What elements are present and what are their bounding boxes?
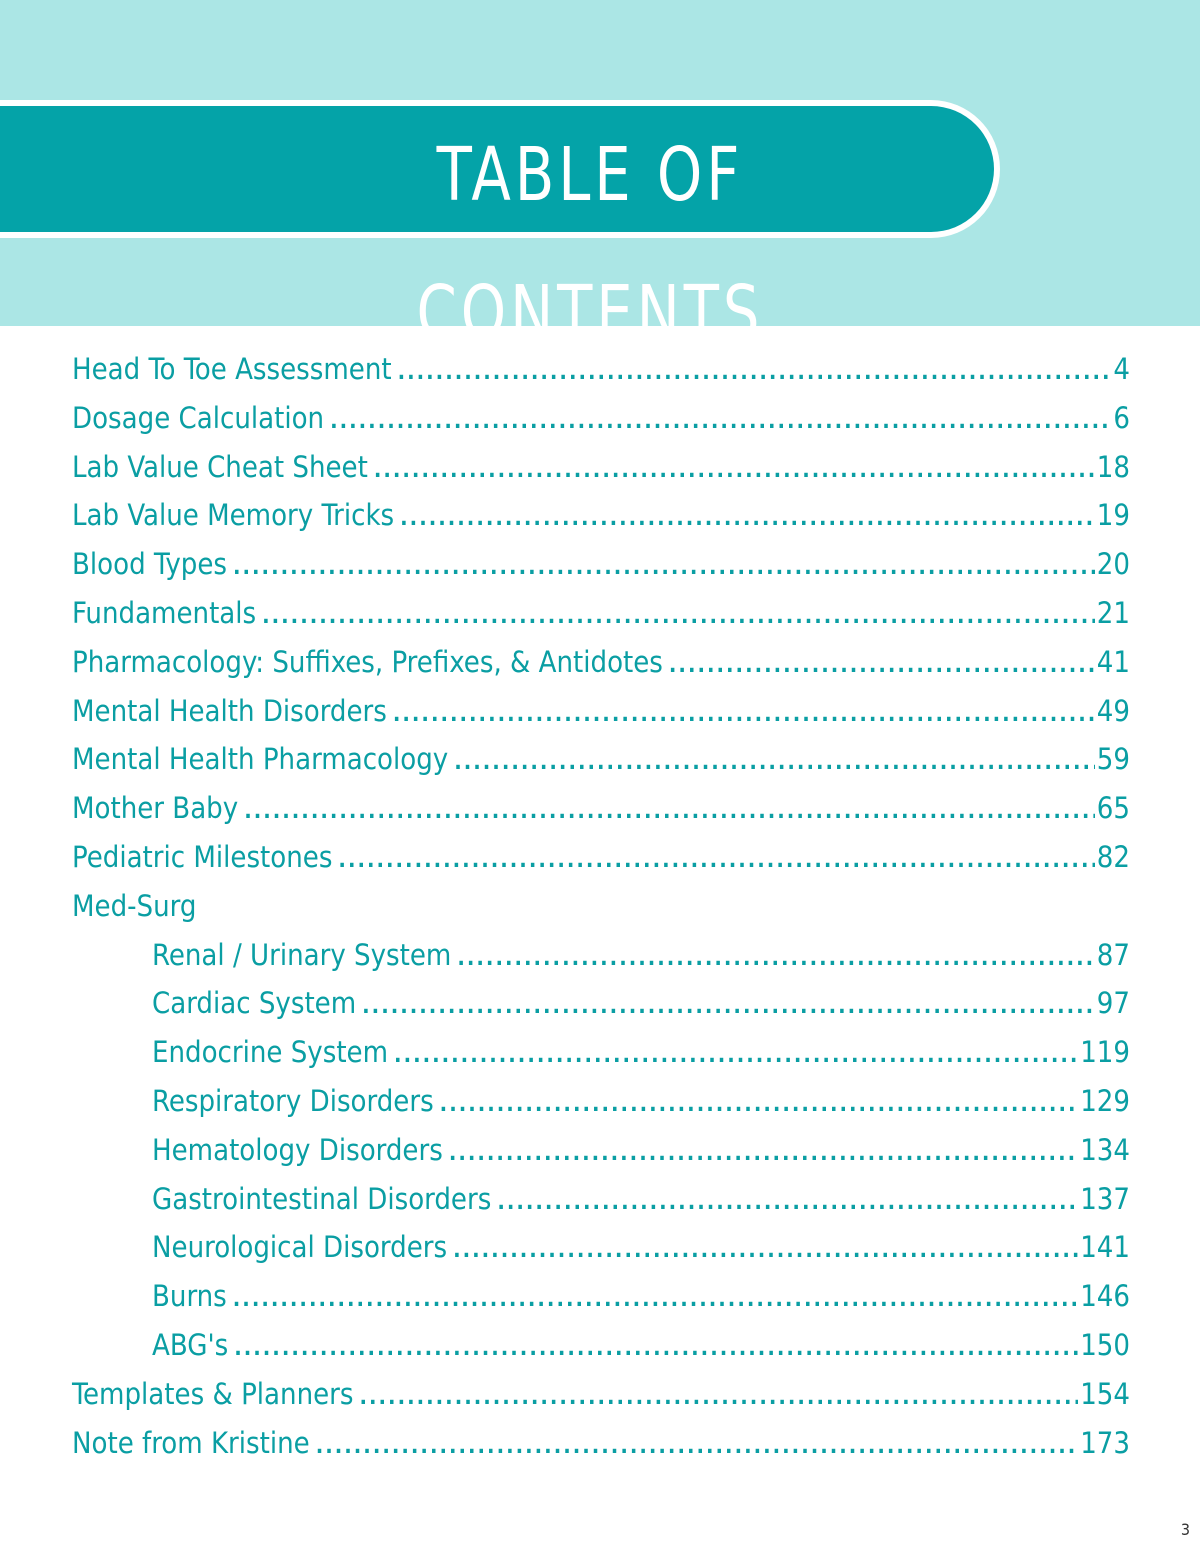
toc-entry[interactable] xyxy=(72,687,1130,736)
toc-entry-page: 49 xyxy=(1096,693,1130,728)
title-banner xyxy=(0,100,1000,356)
toc-entry-label: Pharmacology: Suffixes, Prefixes, & Antidotes xyxy=(72,644,663,679)
table-of-contents xyxy=(72,345,1130,1467)
toc-entry[interactable] xyxy=(72,589,1130,638)
toc-subentry[interactable] xyxy=(72,979,1130,1028)
toc-entry-label: Cardiac System xyxy=(152,986,357,1021)
toc-entry-page: 6 xyxy=(1113,400,1130,435)
toc-entry-label: Endocrine System xyxy=(152,1035,389,1070)
toc-entry-label: Hematology Disorders xyxy=(152,1132,443,1167)
toc-entry-label: Neurological Disorders xyxy=(152,1230,448,1265)
toc-entry-page: 82 xyxy=(1096,839,1130,874)
toc-subentry[interactable] xyxy=(72,931,1130,980)
toc-entry-page: 18 xyxy=(1096,449,1130,484)
toc-entry-page: 20 xyxy=(1096,547,1130,582)
toc-entry-label: Fundamentals xyxy=(72,595,257,630)
toc-entry-label: Head To Toe Assessment xyxy=(72,352,392,386)
toc-entry-page: 150 xyxy=(1080,1327,1130,1362)
toc-leader-dots xyxy=(669,642,1095,691)
toc-entry-page: 141 xyxy=(1080,1230,1130,1265)
toc-entry-label: Renal / Urinary System xyxy=(152,937,452,972)
toc-entry-label: Dosage Calculation xyxy=(72,400,325,435)
toc-entry-label: Note from Kristine xyxy=(72,1425,310,1460)
toc-subentry[interactable] xyxy=(72,1272,1130,1321)
toc-entry-page: 97 xyxy=(1096,986,1130,1021)
toc-entry-page: 146 xyxy=(1080,1279,1130,1314)
toc-entry-page: 137 xyxy=(1080,1181,1130,1216)
toc-entry-page: 134 xyxy=(1080,1132,1130,1167)
toc-leader-dots xyxy=(374,447,1095,496)
toc-entry-page: 87 xyxy=(1096,937,1130,972)
toc-subentry[interactable] xyxy=(72,1223,1130,1272)
toc-entry[interactable] xyxy=(72,784,1130,833)
toc-entry-label: Templates & Planners xyxy=(72,1376,354,1411)
toc-entry[interactable] xyxy=(72,735,1130,784)
toc-entry-page: 59 xyxy=(1096,742,1130,777)
toc-entry[interactable] xyxy=(72,345,1130,394)
toc-leader-dots xyxy=(316,1423,1079,1472)
toc-leader-dots xyxy=(234,1325,1078,1374)
toc-entry-page: 154 xyxy=(1080,1376,1130,1411)
toc-leader-dots xyxy=(454,739,1095,788)
toc-entry[interactable] xyxy=(72,1370,1130,1419)
toc-leader-dots xyxy=(497,1179,1078,1228)
toc-entry-label: Mother Baby xyxy=(72,791,239,826)
toc-entry[interactable] xyxy=(72,491,1130,540)
toc-subentry[interactable] xyxy=(72,1321,1130,1370)
toc-leader-dots xyxy=(398,349,1112,398)
toc-entry-label: Mental Health Disorders xyxy=(72,693,387,728)
toc-entry-label: Respiratory Disorders xyxy=(152,1083,434,1118)
toc-entry-page: 65 xyxy=(1096,791,1130,826)
toc-leader-dots xyxy=(440,1081,1079,1130)
toc-entry-page: 173 xyxy=(1080,1425,1130,1460)
toc-entry-label: Mental Health Pharmacology xyxy=(72,742,449,777)
toc-leader-dots xyxy=(244,788,1095,837)
toc-leader-dots xyxy=(362,983,1095,1032)
toc-leader-dots xyxy=(360,1374,1079,1423)
toc-entry[interactable] xyxy=(72,443,1130,492)
header-band xyxy=(0,0,1200,356)
toc-leader-dots xyxy=(262,593,1095,642)
toc-subentry[interactable] xyxy=(72,1126,1130,1175)
toc-leader-dots xyxy=(330,398,1111,447)
toc-leader-dots xyxy=(400,495,1095,544)
page-number: 3 xyxy=(1180,1520,1190,1539)
toc-section-heading[interactable] xyxy=(72,882,1130,931)
toc-subentry[interactable] xyxy=(72,1028,1130,1077)
toc-entry-label: ABG's xyxy=(152,1327,229,1362)
toc-entry[interactable] xyxy=(72,394,1130,443)
toc-leader-dots xyxy=(233,1276,1078,1325)
toc-entry[interactable] xyxy=(72,1419,1130,1468)
toc-leader-dots xyxy=(338,837,1094,886)
toc-entry-label: Lab Value Cheat Sheet xyxy=(72,449,368,484)
toc-entry-page: 129 xyxy=(1080,1083,1130,1118)
toc-entry[interactable] xyxy=(72,833,1130,882)
toc-entry-page: 119 xyxy=(1080,1035,1130,1070)
page-title: TABLE OF CONTENTS xyxy=(416,132,764,356)
toc-leader-dots xyxy=(449,1130,1078,1179)
toc-entry-label: Pediatric Milestones xyxy=(72,839,333,874)
toc-leader-dots xyxy=(233,544,1095,593)
toc-entry-label: Gastrointestinal Disorders xyxy=(152,1181,492,1216)
toc-subentry[interactable] xyxy=(72,1077,1130,1126)
toc-leader-dots xyxy=(393,691,1095,740)
toc-entry-label: Blood Types xyxy=(72,547,227,582)
toc-entry-label: Burns xyxy=(152,1279,227,1314)
toc-entry-label: Lab Value Memory Tricks xyxy=(72,498,395,533)
toc-entry-page: 19 xyxy=(1096,498,1130,533)
toc-entry-page: 21 xyxy=(1096,595,1130,630)
toc-entry-label: Med-Surg xyxy=(72,888,197,923)
toc-subentry[interactable] xyxy=(72,1175,1130,1224)
toc-entry-page: 4 xyxy=(1113,352,1130,386)
toc-entry[interactable] xyxy=(72,540,1130,589)
toc-leader-dots xyxy=(457,935,1094,984)
toc-leader-dots xyxy=(453,1227,1078,1276)
toc-entry[interactable] xyxy=(72,638,1130,687)
toc-entry-page: 41 xyxy=(1096,644,1130,679)
toc-leader-dots xyxy=(394,1032,1078,1081)
